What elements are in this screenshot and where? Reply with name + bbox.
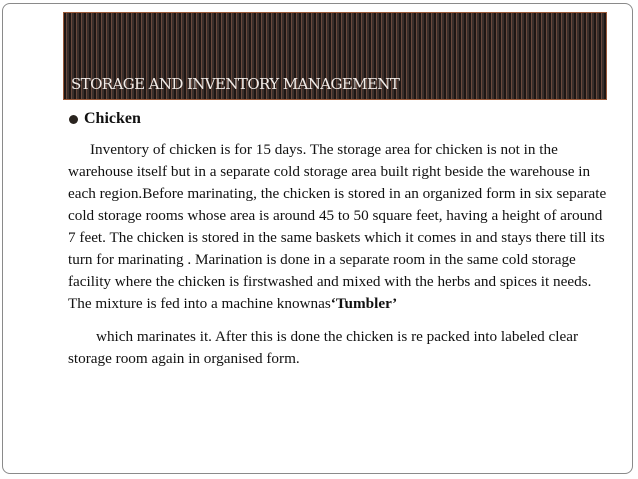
tumbler-term: ‘Tumbler’ [330,295,398,312]
paragraph-1 [68,139,608,315]
slide-content [68,108,608,370]
paragraph-2 [68,326,608,370]
slide-title: STORAGE AND INVENTORY MANAGEMENT [71,75,400,93]
paragraph-1-text: Inventory of chicken is for 15 days. The storage area for chicken is not in the warehouse itself but in a separate cold storage area built right beside the warehouse in each region.Before marinating, the chicken is stored in an organized form in six separate cold storage rooms whose area is around 45 to 50 square feet, having a height of around 7 feet. The chicken is stored in the same baskets which it comes in and stays there till its turn for marinating . Marination is done in a separate room in the same cold storage facility where the chicken is firstwashed and mixed with the herbs and spices it needs. The mixture is fed into a machine knownas [68,141,607,312]
paragraph-2-text: which marinates it. After this is done the chicken is re packed into labeled clear storage room again in organised form. [68,328,579,367]
bullet-item [68,108,608,130]
bullet-icon [69,115,78,124]
bullet-heading: Chicken [84,110,141,127]
title-bar [63,12,607,100]
